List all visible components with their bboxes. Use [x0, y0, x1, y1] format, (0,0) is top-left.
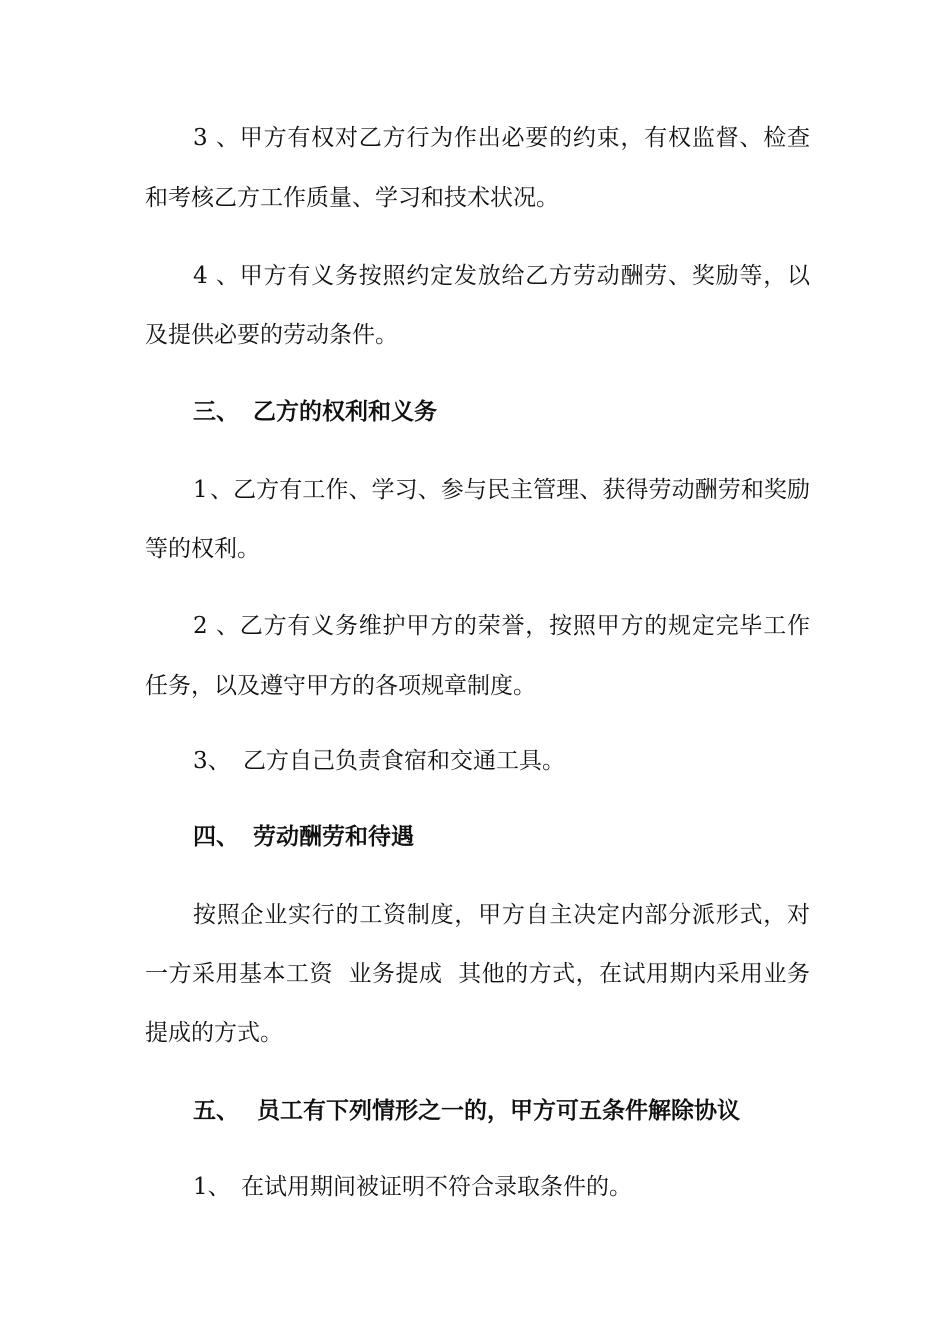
- heading-number: 四、: [193, 823, 239, 850]
- paragraph-line-2: 一方采用基本工资 业务提成 其他的方式，在试用期内采用业务: [145, 961, 810, 987]
- paragraph-line-3: 提成的方式。: [145, 1020, 283, 1046]
- item-number: 1、: [193, 477, 233, 503]
- heading-number: 三、: [193, 398, 239, 425]
- section-heading-5: [193, 1096, 810, 1126]
- item-text: 乙方有义务维护甲方的荣誉，按照甲方的规定完毕工作: [239, 613, 810, 639]
- item-text: 乙方自己负责食宿和交通工具。: [243, 748, 565, 774]
- item-2-line-2: 任务，以及遵守甲方的各项规章制度。: [145, 673, 536, 699]
- item-number: 3、: [193, 125, 239, 151]
- item-2-line-1: [193, 611, 810, 641]
- item-text: 甲方有义务按照约定发放给乙方劳动酬劳、奖励等，以: [239, 263, 810, 289]
- item-text: 甲方有权对乙方行为作出必要的约束，有权监督、检查: [239, 125, 810, 151]
- item-4-line-1: [193, 261, 810, 291]
- section-heading-4: [193, 822, 810, 852]
- item-text: 乙方有工作、学习、参与民主管理、获得劳动酬劳和奖励: [233, 477, 810, 503]
- item-number: 1、: [193, 1174, 231, 1200]
- item-1b-line-1: [193, 1172, 810, 1202]
- heading-number: 五、: [193, 1097, 239, 1124]
- item-3b-line-1: [193, 746, 810, 776]
- item-3-line-2: 和考核乙方工作质量、学习和技术状况。: [145, 185, 559, 211]
- item-number: 3、: [193, 748, 231, 774]
- item-1-line-2: 等的权利。: [145, 536, 260, 562]
- item-number: 2、: [193, 613, 239, 639]
- section-heading-3: [193, 397, 810, 427]
- item-1-line-1: [193, 475, 810, 505]
- item-3-line-1: [193, 123, 810, 153]
- heading-text: 劳动酬劳和待遇: [253, 823, 414, 850]
- item-number: 4、: [193, 263, 239, 289]
- heading-text: 乙方的权利和义务: [253, 398, 437, 425]
- item-4-line-2: 及提供必要的劳动条件。: [145, 322, 398, 348]
- paragraph-line-1: 按照企业实行的工资制度，甲方自主决定内部分派形式，对: [193, 902, 810, 928]
- item-text: 在试用期间被证明不符合录取条件的。: [241, 1174, 632, 1200]
- heading-text: 员工有下列情形之一的，甲方可五条件解除协议: [257, 1097, 740, 1124]
